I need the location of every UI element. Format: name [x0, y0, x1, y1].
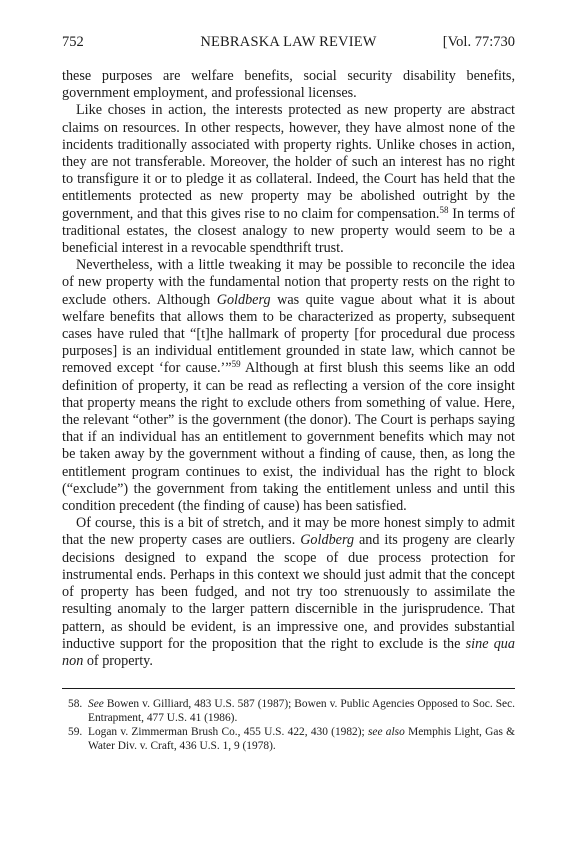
citation-signal: See — [88, 698, 104, 710]
footnote-ref-59[interactable]: 59 — [231, 359, 241, 370]
paragraph-3-text-a: Nevertheless, with a little tweaking it may be possible to reconcile the idea of new property with the fundamental notion that property rests on the right to exclude others. Although — [62, 257, 515, 308]
paragraph-nevertheless — [62, 257, 515, 515]
paragraph-continued — [62, 68, 515, 102]
footnote-number: 59. — [68, 726, 83, 738]
paragraph-4-text-b: and its progeny are clearly decisions designed to expand the scope of due process protection for instrumental ends. Perhaps in this context we should just admit that the concept of property has been fudged, and not try too strenuously to assimilate the resulting anomaly to the larger pattern discernible in the jurisprudence. That pattern, as should be evident, is an impressive one, and provides substantial inductive support for the proposition that the right to exclude is the — [62, 532, 515, 652]
journal-title: NEBRASKA LAW REVIEW — [200, 34, 377, 50]
case-name-goldberg: Goldberg — [300, 532, 355, 549]
latin-phrase: sine qua non — [62, 635, 515, 669]
footnote-text: Logan v. Zimmerman Brush Co., 455 U.S. 422, 430 (1982); — [88, 726, 368, 738]
page-number: 752 — [62, 34, 84, 50]
paragraph-choses-in-action — [62, 102, 515, 257]
paragraph-2-text-a: Like choses in action, the interests protected as new property are abstract claims on resources. In other respects, however, they have almost none of the incidents traditionally associated with property rights. Unlike choses in action, they are not transferable. Moreover, the holder of such an interest has no right to transfigure it or to pledge it as collateral. Indeed, the Court has held that the entitlements protected as new property may be abolished outright by the government, and that this gives rise to no claim for compensation. — [62, 102, 515, 222]
footnote-number: 58. — [68, 698, 83, 710]
paragraph-4-text-c: of property. — [83, 652, 153, 669]
paragraph-3-text-b: was quite vague about what it is about welfare benefits that allows them to be characterized as property, subsequent cases have ruled that “[t]he hallmark of property [for procedural due process purposes] is an individual entitlement grounded in state law, which cannot be removed except ‘for cause.’” — [62, 291, 515, 377]
body-text — [62, 68, 515, 670]
footnote-text: Bowen v. Gilliard, 483 U.S. 587 (1987); Bowen v. Public Agencies Opposed to Soc. Sec. Entrapment, 477 U.S. 41 (1986). — [88, 698, 515, 724]
footnotes — [62, 697, 515, 753]
paragraph-3-text-c: Although at first blush this seems like an odd definition of property, it can be read as reflecting a version of the core insight that property means the right to exclude others from something of value. Here, the relevant “other” is the government (the donor). The Court is perhaps saying that if an individual has an entitlement to government benefits which may not be taken away by the government without a finding of cause, then, as long the entitlement program continues to exist, the individual has the right to block (“exclude”) the government from taking the entitlement unless and until this condition precedent (the finding of cause) has been satisfied. — [62, 360, 515, 515]
footnote-divider — [62, 688, 515, 689]
paragraph-2-text-b: In terms of traditional estates, the closest analogy to new property would seem to be a beneficial interest in a revocable spendthrift trust. — [62, 205, 515, 257]
paragraph-of-course — [62, 515, 515, 670]
footnote-59 — [62, 725, 515, 753]
running-header — [62, 34, 515, 54]
paragraph-4-text-a: Of course, this is a bit of stretch, and it may be more honest simply to admit that the new property cases are outliers. — [62, 515, 515, 549]
case-name-goldberg: Goldberg — [216, 291, 271, 308]
paragraph-1-text: these purposes are welfare benefits, social security disability benefits, government employment, and professional licenses. — [62, 68, 515, 102]
footnote-text: Memphis Light, Gas & Water Div. v. Craft, 436 U.S. 1, 9 (1978). — [88, 726, 515, 752]
footnote-ref-58[interactable]: 58 — [439, 204, 449, 215]
citation-signal: see also — [367, 726, 405, 738]
volume-citation: [Vol. 77:730 — [442, 34, 515, 50]
footnote-58 — [62, 697, 515, 725]
